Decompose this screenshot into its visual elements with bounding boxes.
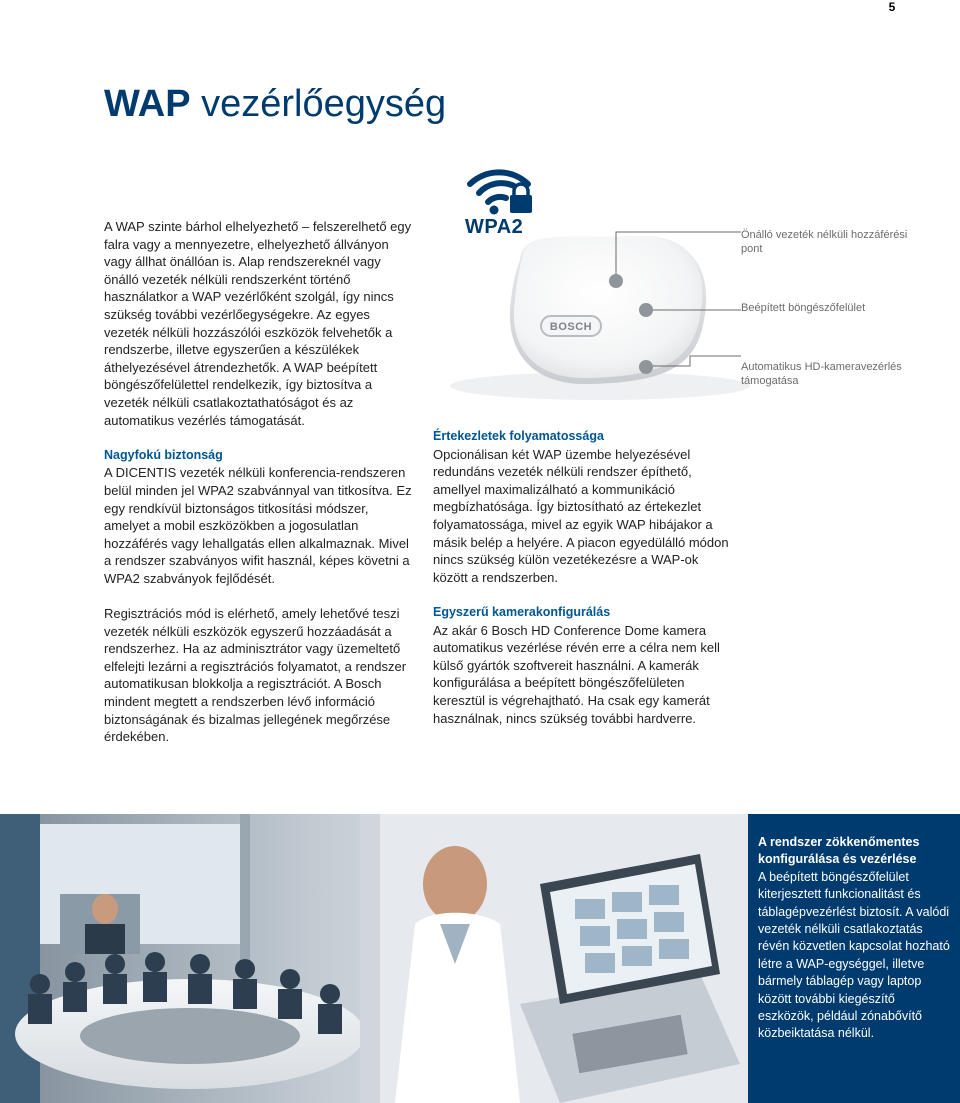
middle-column [433,428,733,727]
registration-paragraph: Regisztrációs mód is elérhető, amely lehetővé teszi vezeték nélküli eszközök egyszerű hozzáadását a rendszerhez. Ha az adminisztrátor vagy üzemeltető elfelejti lezárni a regisztrációs folyamatot, a rendszer automatikusan blokkolja a regisztrációt. A Bosch mindent megtett a rendszerben lévő információ biztonságának és bizalmas jellegének megőrzése érdekében. [104,606,407,745]
camera-paragraph: Az akár 6 Bosch HD Conference Dome kamera automatikus vezérlése révén erre a célra nem kell külső gyártók szoftvereit használni. A kamerák konfigurálása a beépített böngészőfelületen keresztül is végrehajtható. Ha csak egy kamerát használnak, nincs szükség további hardverre. [433,622,720,726]
callout-hd-camera-control: Automatikus HD-kameravezérlés támogatása [741,361,902,387]
bosch-logo-text: BOSCH [549,321,593,333]
conference-room-photo [0,814,748,1103]
security-heading: Nagyfokú biztonság [104,447,223,462]
continuity-heading: Értekezletek folyamatossága [433,429,604,443]
panel-text [758,834,950,1043]
left-column [104,218,416,746]
conference-photo-illustration [0,814,748,1103]
wap-device-illustration [450,160,750,425]
camera-heading: Egyszerű kamerakonfigurálás [433,604,611,619]
callout-browser-interface: Beépített böngészőfelület [741,302,866,314]
callout-lines [450,160,750,425]
continuity-paragraph: Opcionálisan két WAP üzembe helyezésével redundáns vezeték nélküli rendszer építhető, amellyel maximalizálható a kommunikáció megbízhatósága. Így biztosítható az értekezlet folyamatossága, mivel az egyik WAP hibájakor a másik belép a helyére. A piacon egyedülálló módon nincs szükség külön vezetékezésre a WAP-ok között a rendszerben. [433,446,729,585]
title-bold: WAP [104,83,191,125]
panel-highlight: A rendszer zökkenőmentes konfigurálása és vezérlése [758,835,920,867]
bottom-info-panel [748,814,960,1103]
title-rest: vezérlőegység [190,83,447,125]
security-paragraph: A DICENTIS vezeték nélküli konferencia-rendszeren belül minden jel WPA2 szabvánnyal van titkosítva. Ez egy rendkívül biztonságos titkosítási módszer, amelyet a mobil eszközökben a jogosulatlan hozzáférés vagy lehallgatás ellen alkalmaznak. Mivel a rendszer szabványos wifit használ, képes követni a WPA2 szabványok fejlődését. [104,465,412,586]
panel-body: A beépített böngészőfelület kiterjesztett funkcionalitást és táblagépvezérlést biztosít. A valódi vezeték nélküli csatlakoztatás révén közvetlen kapcsolat hozható létre a WAP-egységgel, illetve bármely táblagép vagy laptop között további kiegészítő eszközök, például zónabővítő közbeiktatása nélkül. [758,869,950,1041]
wpa2-label: WPA2 [465,216,524,238]
intro-paragraph: A WAP szinte bárhol elhelyezhető – felszerelhető egy falra vagy a mennyezetre, elhelyezhető állványon vagy állhat önállóan is. Alap rendszereknél vagy önálló vezeték nélküli rendszerként történő használatkor a WAP vezérlőként szolgál, így nincs szükség további vezérlőegységekre. Az egyes vezeték nélküli hozzászólói eszközök felvehetők a rendszerbe, illetve egyszerűen a készülékek áthelyezésével átrendezhetők. A WAP beépített böngészőfelülettel rendelkezik, így biztosítva a vezeték nélküli csatlakoztathatóságot és az automatikus vezérlés támogatását. [104,219,412,428]
page-title [104,80,446,128]
page-number: 5 [876,0,908,16]
callout-standalone-ap: Önálló vezeték nélküli hozzáférési pont [741,229,908,255]
